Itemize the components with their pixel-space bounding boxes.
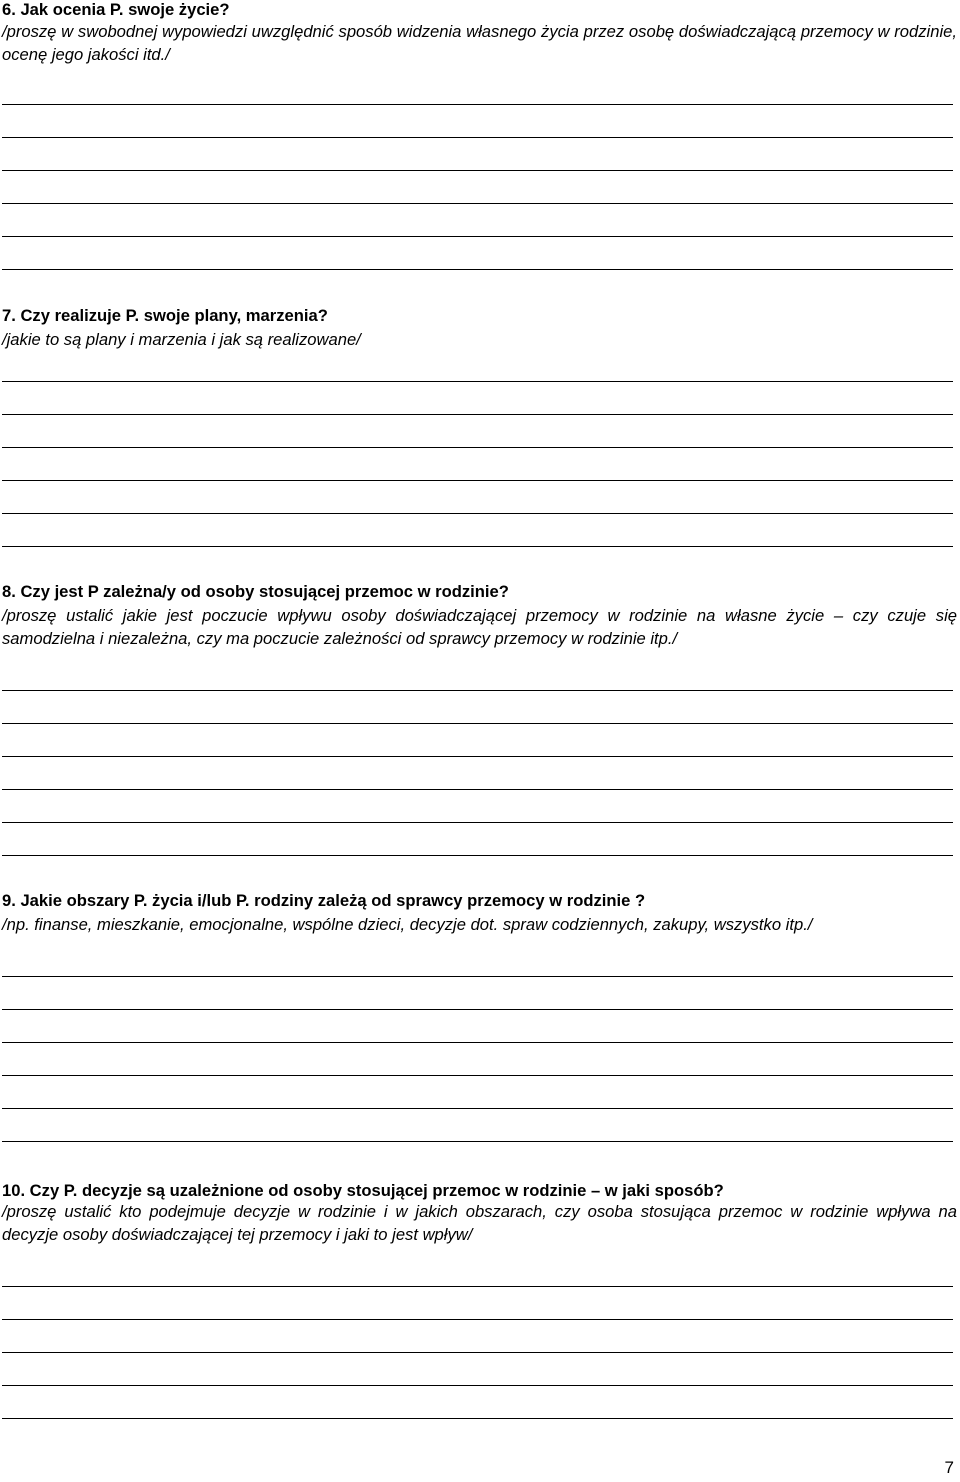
answer-line[interactable] (2, 690, 953, 691)
answer-line[interactable] (2, 756, 953, 757)
instruction-10: /proszę ustalić kto podejmuje decyzje w rodzinie i w jakich obszarach, czy osoba stosująca przemoc w rodzinie wpływa na decyzje osoby doświadczającej tej przemocy i jaki to jest wpływ/ (2, 1202, 957, 1244)
answer-line[interactable] (2, 789, 953, 790)
answer-line[interactable] (2, 1352, 953, 1353)
answer-line[interactable] (2, 203, 953, 204)
answer-line[interactable] (2, 822, 953, 823)
answer-line[interactable] (2, 236, 953, 237)
answer-line[interactable] (2, 546, 953, 547)
answer-line[interactable] (2, 137, 953, 138)
answer-line[interactable] (2, 513, 953, 514)
answer-line[interactable] (2, 1319, 953, 1320)
answer-line[interactable] (2, 855, 953, 856)
question-9: 9. Jakie obszary P. życia i/lub P. rodziny zależą od sprawcy przemocy w rodzinie ? (2, 891, 646, 910)
answer-line[interactable] (2, 381, 953, 382)
instruction-6: /proszę w swobodnej wypowiedzi uwzględnić sposób widzenia własnego życia przez osobę doświadczającą przemocy w rodzinie, ocenę jego jakości itd./ (2, 22, 957, 64)
page-number: 7 (944, 1458, 954, 1477)
instruction-7: /jakie to są plany i marzenia i jak są realizowane/ (2, 330, 361, 349)
answer-line[interactable] (2, 1042, 953, 1043)
answer-line[interactable] (2, 1009, 953, 1010)
instruction-8: /proszę ustalić jakie jest poczucie wpływu osoby doświadczającej przemocy w rodzinie na własne życie – czy czuje się samodzielna i niezależna, czy ma poczucie zależności od sprawcy przemocy w rodzinie itp./ (2, 606, 957, 648)
question-6: 6. Jak ocenia P. swoje życie? (2, 0, 230, 19)
answer-line[interactable] (2, 1075, 953, 1076)
question-8: 8. Czy jest P zależna/y od osoby stosującej przemoc w rodzinie? (2, 582, 509, 601)
instruction-9: /np. finanse, mieszkanie, emocjonalne, wspólne dzieci, decyzje dot. spraw codziennych, zakupy, wszystko itp./ (2, 915, 813, 934)
answer-line[interactable] (2, 1385, 953, 1386)
answer-line[interactable] (2, 170, 953, 171)
question-10: 10. Czy P. decyzje są uzależnione od osoby stosującej przemoc w rodzinie – w jaki sposób? (2, 1181, 724, 1200)
answer-line[interactable] (2, 480, 953, 481)
answer-line[interactable] (2, 723, 953, 724)
answer-line[interactable] (2, 414, 953, 415)
answer-line[interactable] (2, 104, 953, 105)
answer-line[interactable] (2, 976, 953, 977)
answer-line[interactable] (2, 1141, 953, 1142)
answer-line[interactable] (2, 1286, 953, 1287)
answer-line[interactable] (2, 269, 953, 270)
question-7: 7. Czy realizuje P. swoje plany, marzenia? (2, 306, 328, 325)
answer-line[interactable] (2, 447, 953, 448)
answer-line[interactable] (2, 1108, 953, 1109)
answer-line[interactable] (2, 1418, 953, 1419)
